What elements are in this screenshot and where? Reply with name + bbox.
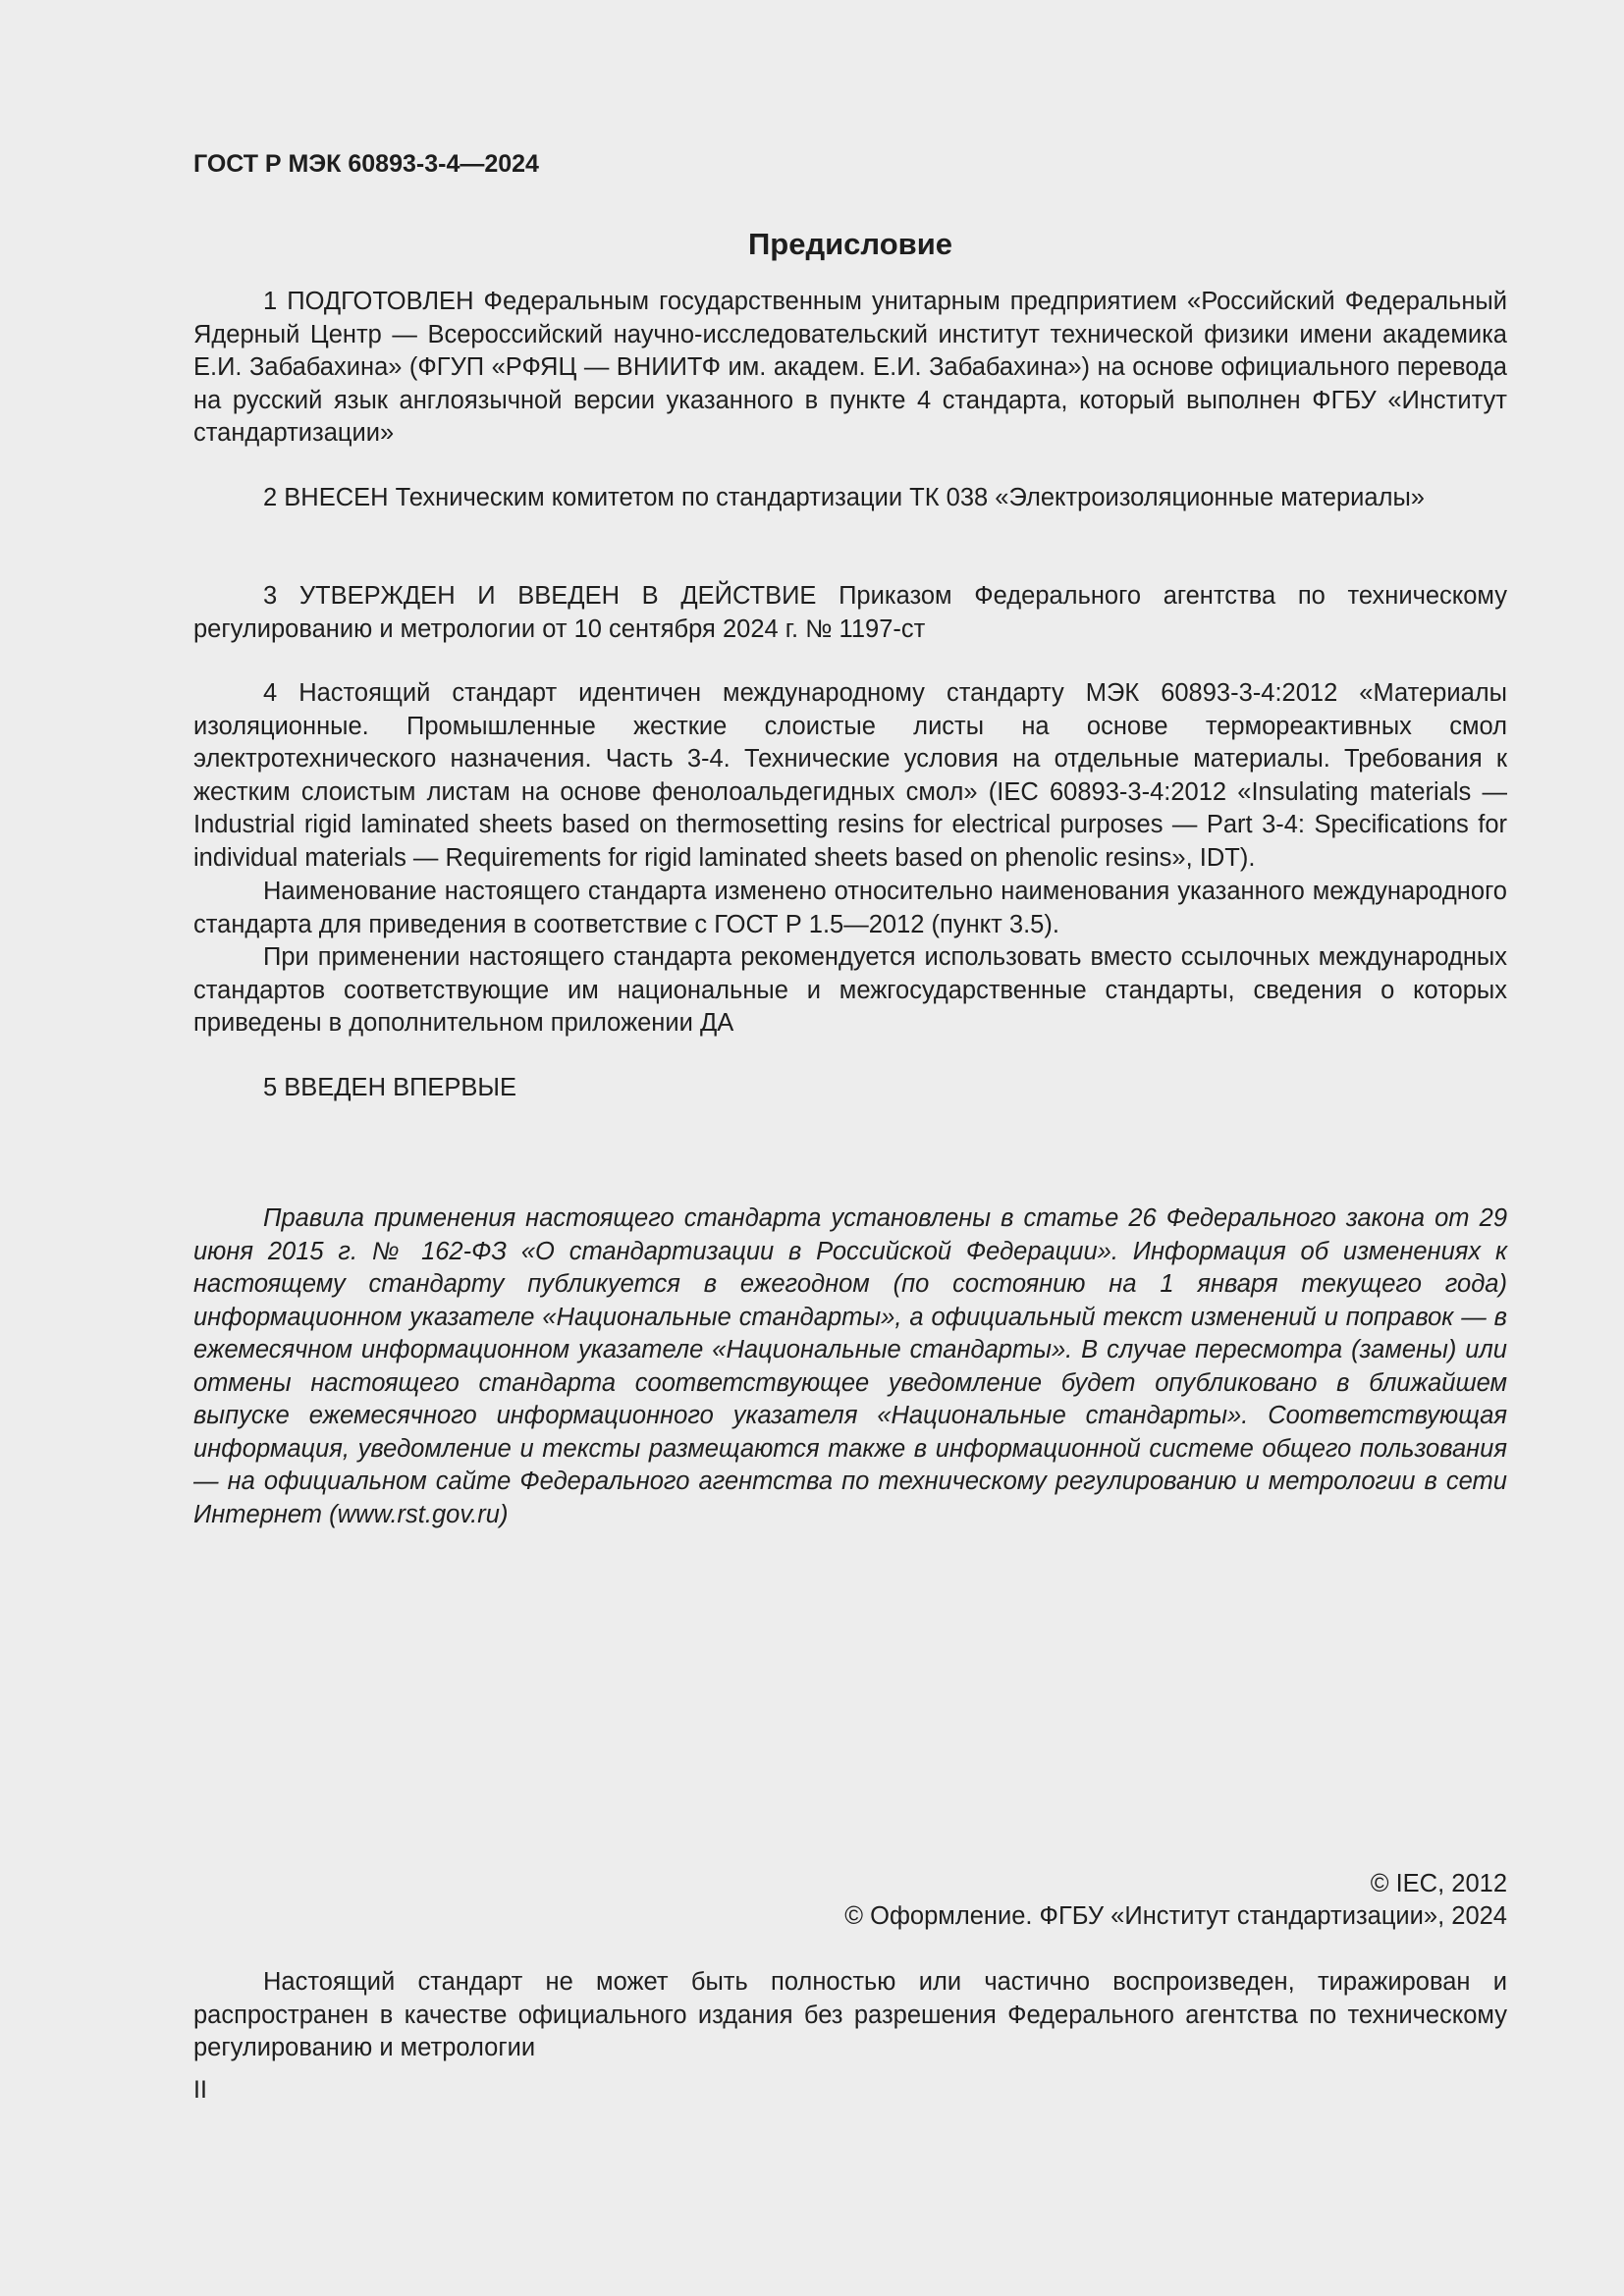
preface-item-1: 1 ПОДГОТОВЛЕН Федеральным государственным унитарным предприятием «Российский Федеральный Ядерный Центр — Всероссийский научно-исследовательский институт технической физики имени академика Е.И. Забабахина» (ФГУП «РФЯЦ — ВНИИТФ им. академ. Е.И. Забабахина») на основе официального перевода на русский язык англоязычной версии указанного в пункте 4 стандарта, который выполнен ФГБУ «Институт стандартизации» [193,288,1507,447]
document-page [193,0,1507,2296]
preface-item-3: 3 УТВЕРЖДЕН И ВВЕДЕН В ДЕЙСТВИЕ Приказом Федерального агентства по техническому регулированию и метрологии от 10 сентября 2024 г. № 1197-ст [193,582,1507,643]
page-title: Предисловие [747,227,952,261]
preface-item-2: 2 ВНЕСЕН Техническим комитетом по стандартизации ТК 038 «Электроизоляционные материалы» [263,484,1425,511]
page-number: II [193,2076,207,2104]
preface-item-4-name-note: Наименование настоящего стандарта изменено относительно наименования указанного международного стандарта для приведения в соответствие с ГОСТ Р 1.5—2012 (пункт 3.5). [193,878,1507,938]
copyright-design: © Оформление. ФГБУ «Институт стандартизации», 2024 [844,1902,1507,1930]
rules-notice: Правила применения настоящего стандарта установлены в статье 26 Федерального закона от 29 июня 2015 г. № 162-ФЗ «О стандартизации в Российской Федерации». Информация об изменениях к настоящему стандарту публикуется в ежегодном (по состоянию на 1 января текущего года) информационном указателе «Национальные стандарты», а официальный текст изменений и поправок — в ежемесячном информационном указателе «Национальные стандарты». В случае пересмотра (замены) или отмены настоящего стандарта соответствующее уведомление будет опубликовано в ближайшем выпуске ежемесячного информационного указателя «Национальные стандарты». Соответствующая информация, уведомление и тексты размещаются также в информационной системе общего пользования — на официальном сайте Федерального агентства по техническому регулированию и метрологии в сети Интернет (www.rst.gov.ru) [193,1204,1507,1528]
preface-item-4: 4 Настоящий стандарт идентичен международному стандарту МЭК 60893-3-4:2012 «Материалы изоляционные. Промышленные жесткие слоистые листы на основе термореактивных смол электротехнического назначения. Часть 3-4. Технические условия на отдельные материалы. Требования к жестким слоистым листам на основе фенолоальдегидных смол» (IEC 60893-3-4:2012 «Insulating materials — Industrial rigid laminated sheets based on thermosetting resins for electrical purposes — Part 3-4: Specifications for individual materials — Requirements for rigid laminated sheets based on phenolic resins», IDT). [193,679,1507,872]
preface-item-4-reference-note: При применении настоящего стандарта рекомендуется использовать вместо ссылочных международных стандартов соответствующие им национальные и межгосударственные стандарты, сведения о которых приведены в дополнительном приложении ДА [193,943,1507,1037]
preface-item-5: 5 ВВЕДЕН ВПЕРВЫЕ [263,1074,517,1101]
reproduction-notice: Настоящий стандарт не может быть полностью или частично воспроизведен, тиражирован и распространен в качестве официального издания без разрешения Федерального агентства по техническому регулированию и метрологии [193,1968,1507,2061]
document-code-header: ГОСТ Р МЭК 60893-3-4—2024 [193,150,539,178]
copyright-iec: © IEC, 2012 [1370,1870,1507,1897]
